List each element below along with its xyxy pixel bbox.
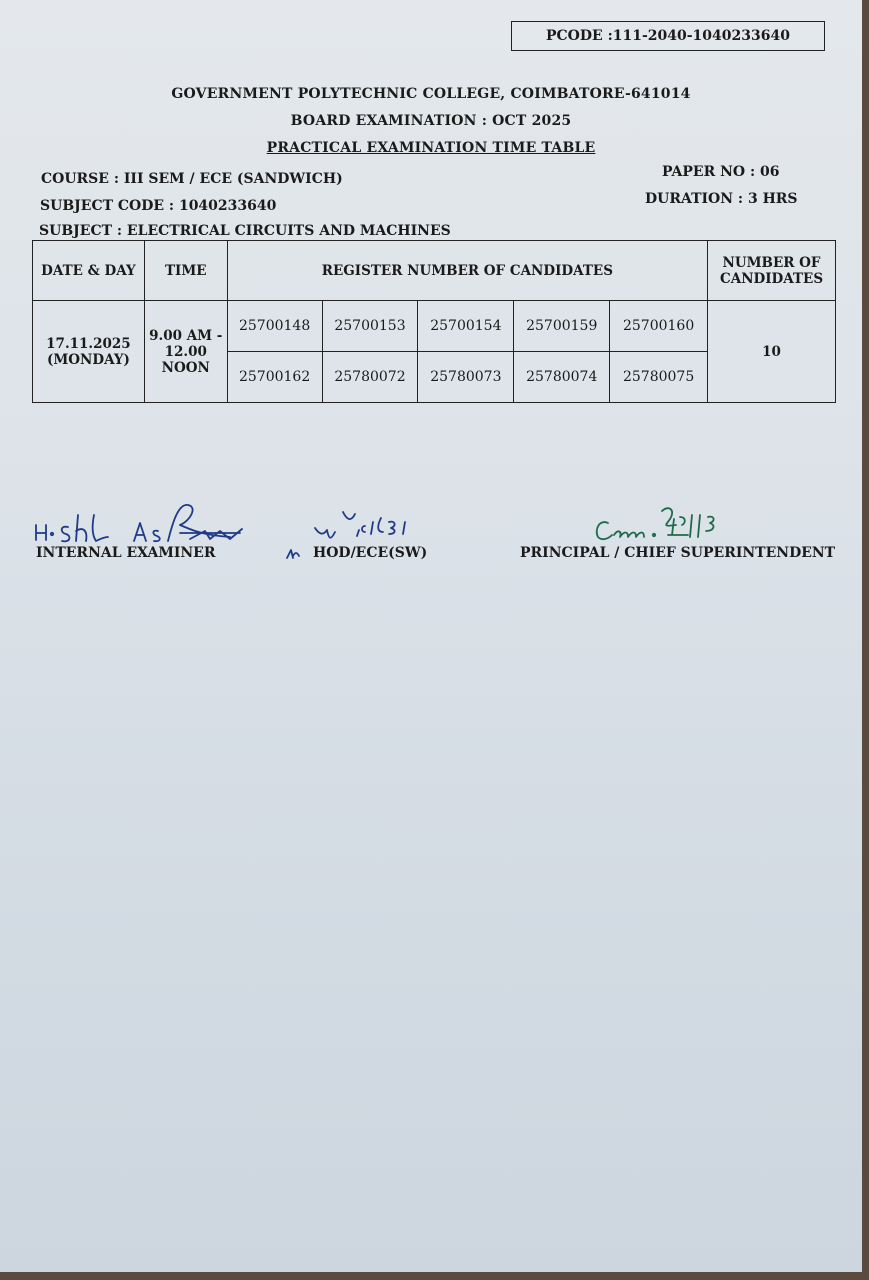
register-number: 25780074 [514, 352, 610, 403]
register-number: 25780073 [418, 352, 514, 403]
duration-field: DURATION : 3 HRS [645, 191, 798, 207]
register-number: 25700148 [227, 301, 322, 352]
header-count-line2: CANDIDATES [719, 270, 824, 287]
exam-title: BOARD EXAMINATION : OCT 2025 [290, 113, 572, 129]
college-name: GOVERNMENT POLYTECHNIC COLLEGE, COIMBATORE-641014 [171, 86, 691, 102]
register-number: 25700159 [514, 301, 610, 352]
header-time: TIME [144, 241, 227, 301]
internal-examiner-signature [30, 495, 250, 550]
time-line1: 9.00 AM - [149, 327, 223, 344]
timetable-title-text: PRACTICAL EXAMINATION TIME TABLE [266, 140, 596, 156]
time-cell [144, 301, 227, 403]
header-count [708, 241, 836, 301]
time-line3: NOON [161, 359, 210, 376]
time-line2: 12.00 [164, 343, 207, 360]
pcode-box: PCODE :111-2040-1040233640 [511, 21, 825, 51]
date-cell [33, 301, 145, 403]
header-register: REGISTER NUMBER OF CANDIDATES [227, 241, 707, 301]
header-date-day: DATE & DAY [33, 241, 145, 301]
register-number: 25700154 [418, 301, 514, 352]
register-number: 25780075 [610, 352, 708, 403]
register-number: 25780072 [322, 352, 418, 403]
date-text: 17.11.2025 [46, 335, 131, 352]
header-count-line1: NUMBER OF [722, 254, 821, 271]
register-number: 25700160 [610, 301, 708, 352]
internal-examiner-label: INTERNAL EXAMINER [36, 545, 216, 561]
course-field: COURSE : III SEM / ECE (SANDWICH) [41, 171, 343, 187]
register-number: 25700162 [227, 352, 322, 403]
timetable-title [0, 140, 862, 156]
timetable [32, 240, 836, 403]
paper-no-field: PAPER NO : 06 [662, 164, 780, 180]
principal-signature [588, 495, 748, 550]
day-text: (MONDAY) [46, 351, 130, 368]
table-header-row [33, 241, 836, 301]
table-row [33, 301, 836, 352]
candidate-count: 10 [708, 301, 836, 403]
principal-label: PRINCIPAL / CHIEF SUPERINTENDENT [520, 545, 836, 561]
subject-code-field: SUBJECT CODE : 1040233640 [40, 198, 277, 214]
hod-label: HOD/ECE(SW) [313, 545, 428, 561]
register-number: 25700153 [322, 301, 418, 352]
subject-field: SUBJECT : ELECTRICAL CIRCUITS AND MACHINES [39, 223, 451, 239]
